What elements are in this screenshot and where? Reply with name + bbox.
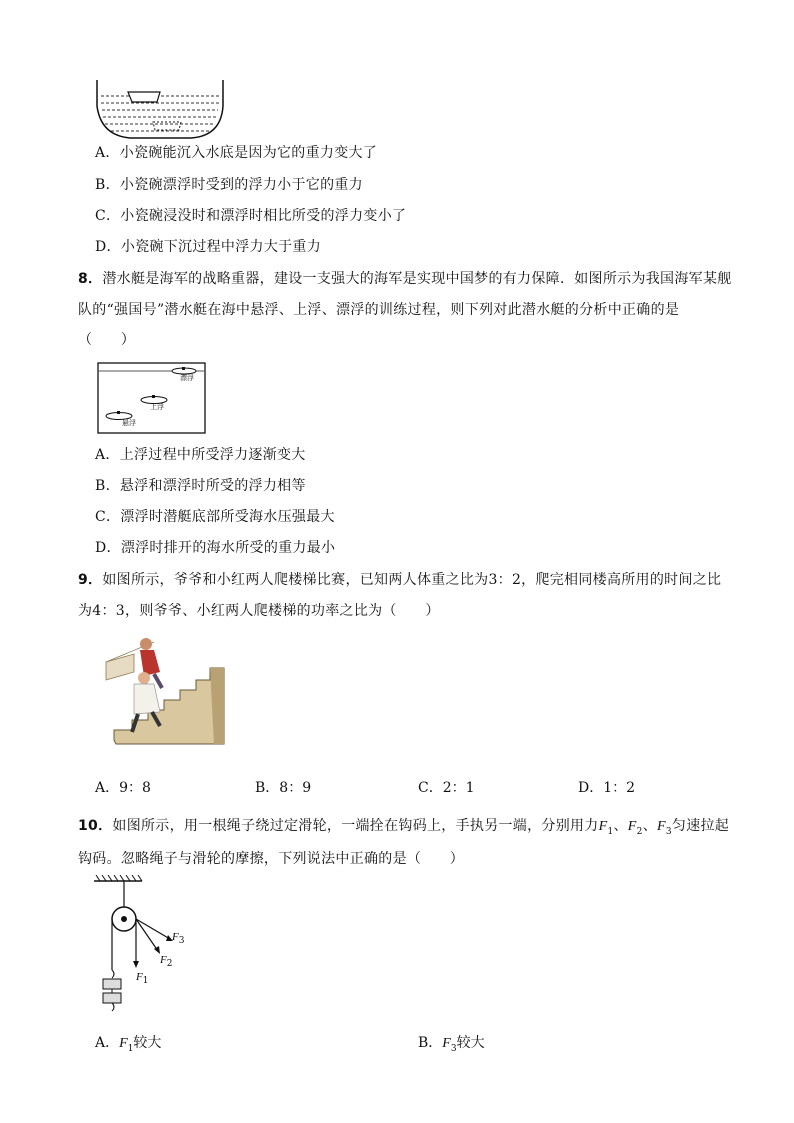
- q10-a-suffix: 较大: [133, 1035, 162, 1051]
- q7-option-c: C．小瓷碗浸没时和漂浮时相比所受的浮力变小了: [95, 208, 407, 224]
- q8-text: 潜水艇是海军的战略重器，建设一支强大的海军是实现中国梦的有力保障．如图所示为我国海军某舰: [102, 271, 732, 287]
- pulley-f2-label: [160, 953, 172, 969]
- label-float: 漂浮: [180, 374, 194, 382]
- f1-label-sub: 1: [142, 976, 149, 987]
- q10-stem-line1: [78, 816, 729, 842]
- sep2: 、: [642, 818, 657, 834]
- q9-text: 如图所示，爷爷和小红两人爬楼梯比赛，已知两人体重之比为3：2，爬完相同楼高所用的时间之比: [102, 572, 722, 588]
- submarine-figure: [97, 360, 207, 436]
- f1-symbol: F: [598, 819, 608, 834]
- q10-option-b: [418, 1033, 485, 1059]
- q8-option-c: C．漂浮时潜艇底部所受海水压强最大: [95, 509, 335, 525]
- f2-symbol: F: [627, 819, 637, 834]
- f1-sub: 1: [607, 826, 614, 837]
- q8-option-a: A．上浮过程中所受浮力逐渐变大: [95, 447, 306, 463]
- q10-b-sub: 3: [450, 1043, 457, 1054]
- q10-a-symbol: F: [119, 1036, 128, 1051]
- f2-label-sub: 2: [166, 959, 173, 970]
- q8-stem-line1: [78, 269, 732, 289]
- q10-option-a: [95, 1033, 161, 1059]
- q8-stem-line2: 队的“强国号”潜水艇在海中悬浮、上浮、漂浮的训练过程，则下列对此潜水艇的分析中正确的是: [78, 302, 680, 318]
- q10-a-sub: 1: [127, 1043, 134, 1054]
- q9-option-a: A．9：8: [95, 780, 151, 796]
- q8-option-d: D．漂浮时排开的海水所受的重力最小: [95, 540, 336, 556]
- label-suspend: 悬浮: [122, 419, 136, 427]
- q9-option-d: D．1：2: [578, 780, 636, 796]
- q9-stem-line2: 为4：3，则爷爷、小红两人爬楼梯的功率之比为（ ）: [78, 603, 440, 619]
- f3-symbol: F: [657, 819, 666, 834]
- q9-option-b: B．8：9: [255, 780, 312, 796]
- q10-a-prefix: A．: [95, 1035, 120, 1051]
- q8-number: 8．: [78, 271, 103, 287]
- q8-option-b: B．悬浮和漂浮时所受的浮力相等: [95, 478, 306, 494]
- f3-label-sub: 3: [178, 936, 185, 947]
- f2-sub: 2: [636, 826, 643, 837]
- q10-b-suffix: 较大: [456, 1035, 485, 1051]
- pulley-f3-label: [172, 930, 184, 946]
- f1-label-symbol: F: [136, 971, 143, 983]
- q9-number: 9．: [78, 572, 103, 588]
- q10-text-b: 匀速拉起: [671, 818, 730, 834]
- q10-number: 10．: [78, 818, 113, 834]
- q8-stem-line3: （ ）: [78, 332, 136, 348]
- f2-label-symbol: F: [160, 954, 167, 966]
- sep1: 、: [613, 818, 628, 834]
- q7-option-d: D．小瓷碗下沉过程中浮力大于重力: [95, 239, 322, 255]
- q10-b-prefix: B．: [418, 1035, 443, 1051]
- q10-stem-line2: 钩码。忽略绳子与滑轮的摩擦，下列说法中正确的是（ ）: [78, 851, 465, 867]
- q7-option-a: A．小瓷碗能沉入水底是因为它的重力变大了: [95, 145, 378, 161]
- q7-option-b: B．小瓷碗漂浮时受到的浮力小于它的重力: [95, 177, 363, 193]
- pulley-f1-label: [136, 970, 148, 986]
- label-rise: 上浮: [150, 403, 164, 411]
- pulley-figure: [92, 875, 192, 1025]
- f3-sub: 3: [665, 826, 672, 837]
- stairs-climbing-figure: [104, 632, 228, 754]
- q10-b-symbol: F: [442, 1036, 451, 1051]
- q9-stem-line1: [78, 570, 721, 590]
- bowl-in-water-figure: [95, 78, 225, 142]
- q10-text-a: 如图所示，用一根绳子绕过定滑轮，一端拴在钩码上，手执另一端，分别用力: [112, 818, 599, 834]
- f3-label-symbol: F: [172, 931, 179, 943]
- q9-option-c: C．2：1: [418, 780, 475, 796]
